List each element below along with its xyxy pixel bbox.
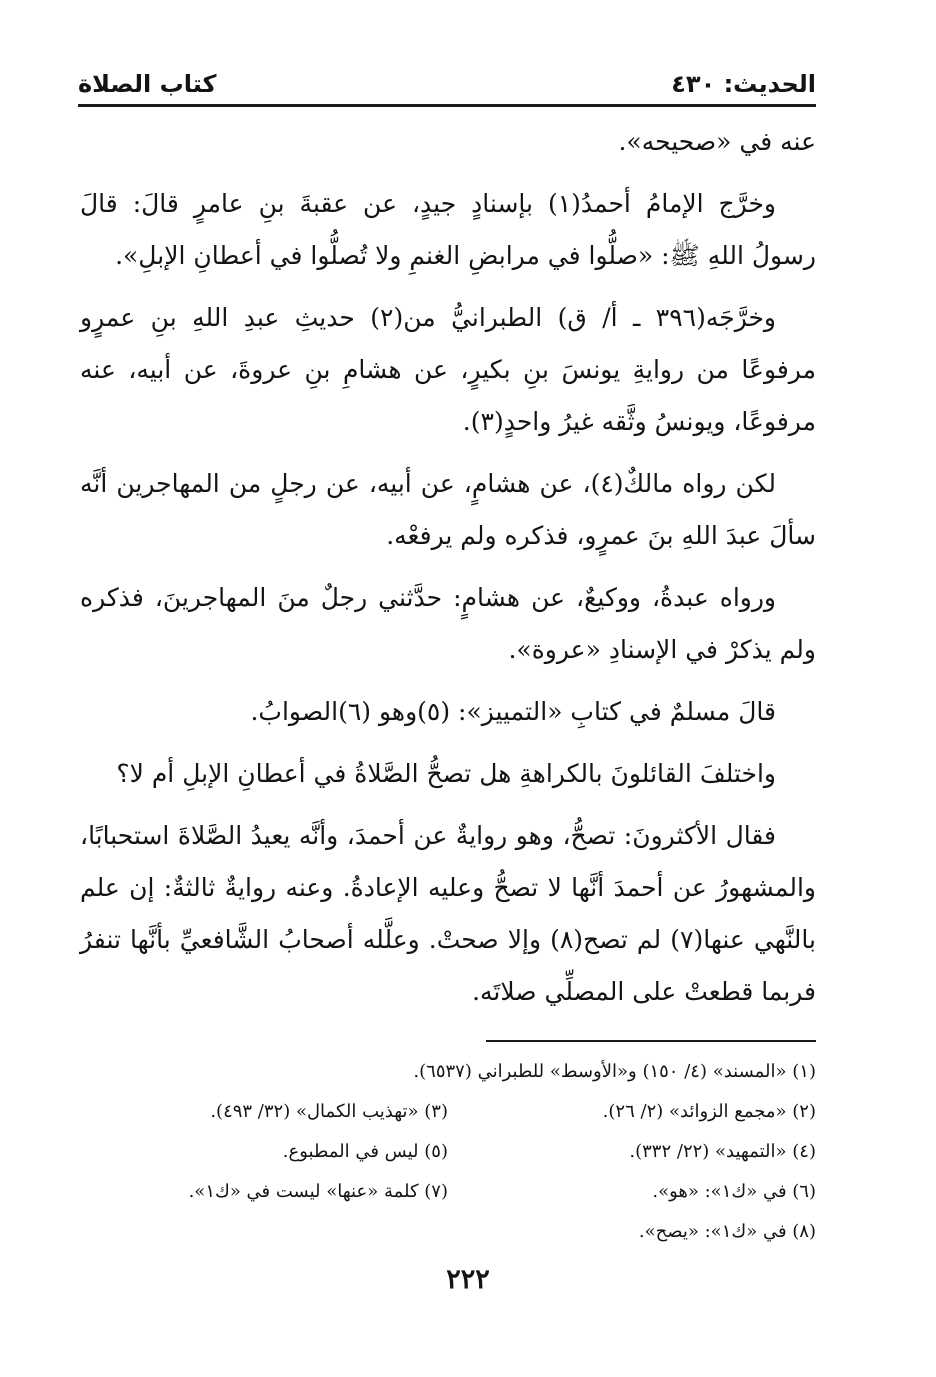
footnote-row <box>80 1172 816 1212</box>
running-header <box>78 58 816 107</box>
paragraph: ورواه عبدةُ، ووكيعٌ، عن هشامٍ: حدَّثني رجلٌ منَ المهاجرينَ، فذكره ولم يذكرْ في الإسنادِ «عروة». <box>80 583 816 664</box>
footnote-3: (٣) «تهذيب الكمال» (٣٢/ ٤٩٣). <box>210 1101 448 1122</box>
book-title: كتاب الصلاة <box>78 70 217 98</box>
footnote-8: (٨) في «ك١»: «يصح». <box>638 1221 816 1242</box>
footnote-separator <box>486 1040 816 1042</box>
footnote-row <box>80 1132 816 1172</box>
paragraph: وخرَّج الإمامُ أحمدُ(١) بإسنادٍ جيدٍ، عن عقبةَ بنِ عامرٍ قالَ: قالَ رسولُ اللهِ ﷺ: «صلُّوا في مرابضِ الغنمِ ولا تُصلُّوا في أعطانِ الإبلِ». <box>80 189 816 270</box>
hadith-number: الحديث: ٤٣٠ <box>671 70 816 98</box>
paragraph: واختلفَ القائلونَ بالكراهةِ هل تصحُّ الصَّلاةُ في أعطانِ الإبلِ أم لا؟ <box>116 759 776 788</box>
paragraph: عنه في «صحيحه». <box>618 127 816 156</box>
paragraph: فقال الأكثرونَ: تصحُّ، وهو روايةٌ عن أحمدَ، وأنَّه يعيدُ الصَّلاةَ استحبابًا، والمشهورُ عن أحمدَ أنَّها لا تصحُّ وعليه الإعادةُ. وعنه روايةٌ ثالثةٌ: إن علم بالنَّهي عنها(٧) لم تصح(٨) وإلا صحتْ. وعلَّله أصحابُ الشَّافعيِّ بأنَّها تنفرُ فربما قطعتْ على المصلِّي صلاتَه. <box>80 821 816 1006</box>
footnote-1: (١) «المسند» (٤/ ١٥٠) و«الأوسط» للطبراني (٦٥٣٧). <box>413 1061 816 1082</box>
footnote-row <box>80 1212 816 1252</box>
footnotes <box>80 1052 816 1252</box>
footnote-7: (٧) كلمة «عنها» ليست في «ك١». <box>188 1181 448 1202</box>
footnote-6: (٦) في «ك١»: «هو». <box>652 1181 816 1202</box>
paragraph: قالَ مسلمٌ في كتابِ «التمييز»: (٥)وهو (٦)الصوابُ. <box>250 697 776 726</box>
paragraph: وخرَّجَه(٣٩٦ ـ أ/ ق) الطبرانيُّ من(٢) حديثِ عبدِ اللهِ بنِ عمرٍو مرفوعًا من روايةِ يونسَ بنِ بكيرٍ، عن هشامِ بنِ عروةَ، عن أبيه، عنه مرفوعًا، ويونسُ وثَّقه غيرُ واحدٍ(٣). <box>80 303 816 436</box>
main-text <box>80 116 816 1028</box>
footnote-2: (٢) «مجمع الزوائد» (٢/ ٢٦). <box>602 1101 816 1122</box>
footnote-row <box>80 1052 816 1092</box>
footnote-5: (٥) ليس في المطبوع. <box>282 1141 448 1162</box>
footnote-row <box>80 1092 816 1132</box>
paragraph: لكن رواه مالكٌ(٤)، عن هشامٍ، عن أبيه، عن رجلٍ من المهاجرين أنَّه سألَ عبدَ اللهِ بنَ عمرٍو، فذكره ولم يرفعْه. <box>80 469 816 550</box>
footnote-4: (٤) «التمهيد» (٢٢/ ٣٣٢). <box>629 1141 816 1162</box>
page-number: ٢٢٢ <box>446 1264 490 1295</box>
